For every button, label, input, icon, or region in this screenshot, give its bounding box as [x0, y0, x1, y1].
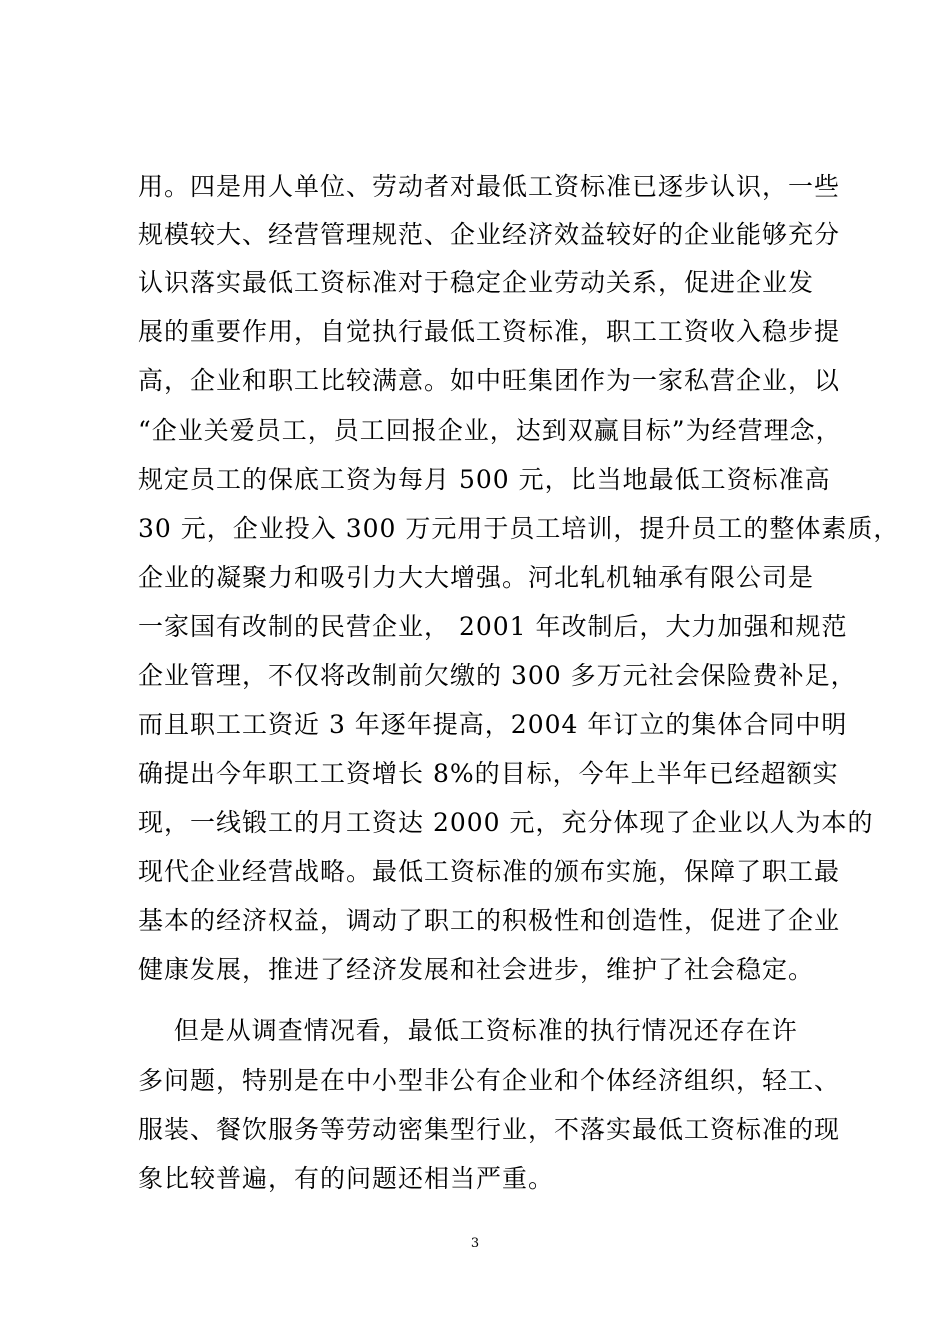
body-line-20: 服装、餐饮服务等劳动密集型行业，不落实最低工资标准的现 — [138, 1115, 841, 1144]
body-line-16: 基本的经济权益，调动了职工的积极性和创造性，促进了企业 — [138, 906, 841, 935]
body-line-14: 现，一线锻工的月工资达 2000 元，充分体现了企业以人为本的 — [138, 808, 874, 837]
body-line-1: 用。四是用人单位、劳动者对最低工资标准已逐步认识，一些 — [138, 172, 841, 201]
body-line-17: 健康发展，推进了经济发展和社会进步，维护了社会稳定。 — [138, 955, 815, 984]
body-line-2: 规模较大、经营管理规范、企业经济效益较好的企业能够充分 — [138, 220, 841, 249]
body-line-4: 展的重要作用，自觉执行最低工资标准，职工工资收入稳步提 — [138, 317, 841, 346]
page-number: 3 — [470, 1236, 480, 1251]
body-line-11: 企业管理，不仅将改制前欠缴的 300 多万元社会保险费补足， — [138, 661, 857, 690]
body-line-10: 一家国有改制的民营企业， 2001 年改制后，大力加强和规范 — [138, 612, 848, 641]
body-line-13: 确提出今年职工工资增长 8%的目标，今年上半年已经超额实 — [138, 759, 839, 788]
body-line-5: 高，企业和职工比较满意。如中旺集团作为一家私营企业，以 — [138, 366, 841, 395]
body-line-15: 现代企业经营战略。最低工资标准的颁布实施，保障了职工最 — [138, 857, 841, 886]
body-line-8: 30 元，企业投入 300 万元用于员工培训，提升员工的整体素质， — [138, 514, 900, 543]
body-line-19: 多问题，特别是在中小型非公有企业和个体经济组织，轻工、 — [138, 1066, 841, 1095]
body-line-3: 认识落实最低工资标准对于稳定企业劳动关系，促进企业发 — [138, 268, 815, 297]
body-line-9: 企业的凝聚力和吸引力大大增强。河北轧机轴承有限公司是 — [138, 563, 815, 592]
body-line-6: “企业关爱员工，员工回报企业，达到双赢目标”为经营理念， — [138, 416, 842, 445]
body-line-12: 而且职工工资近 3 年逐年提高，2004 年订立的集体合同中明 — [138, 710, 848, 739]
body-line-18: 但是从调查情况看，最低工资标准的执行情况还存在许 — [138, 1016, 798, 1045]
body-line-7: 规定员工的保底工资为每月 500 元，比当地最低工资标准高 — [138, 465, 831, 494]
body-line-21: 象比较普遍，有的问题还相当严重。 — [138, 1164, 555, 1193]
